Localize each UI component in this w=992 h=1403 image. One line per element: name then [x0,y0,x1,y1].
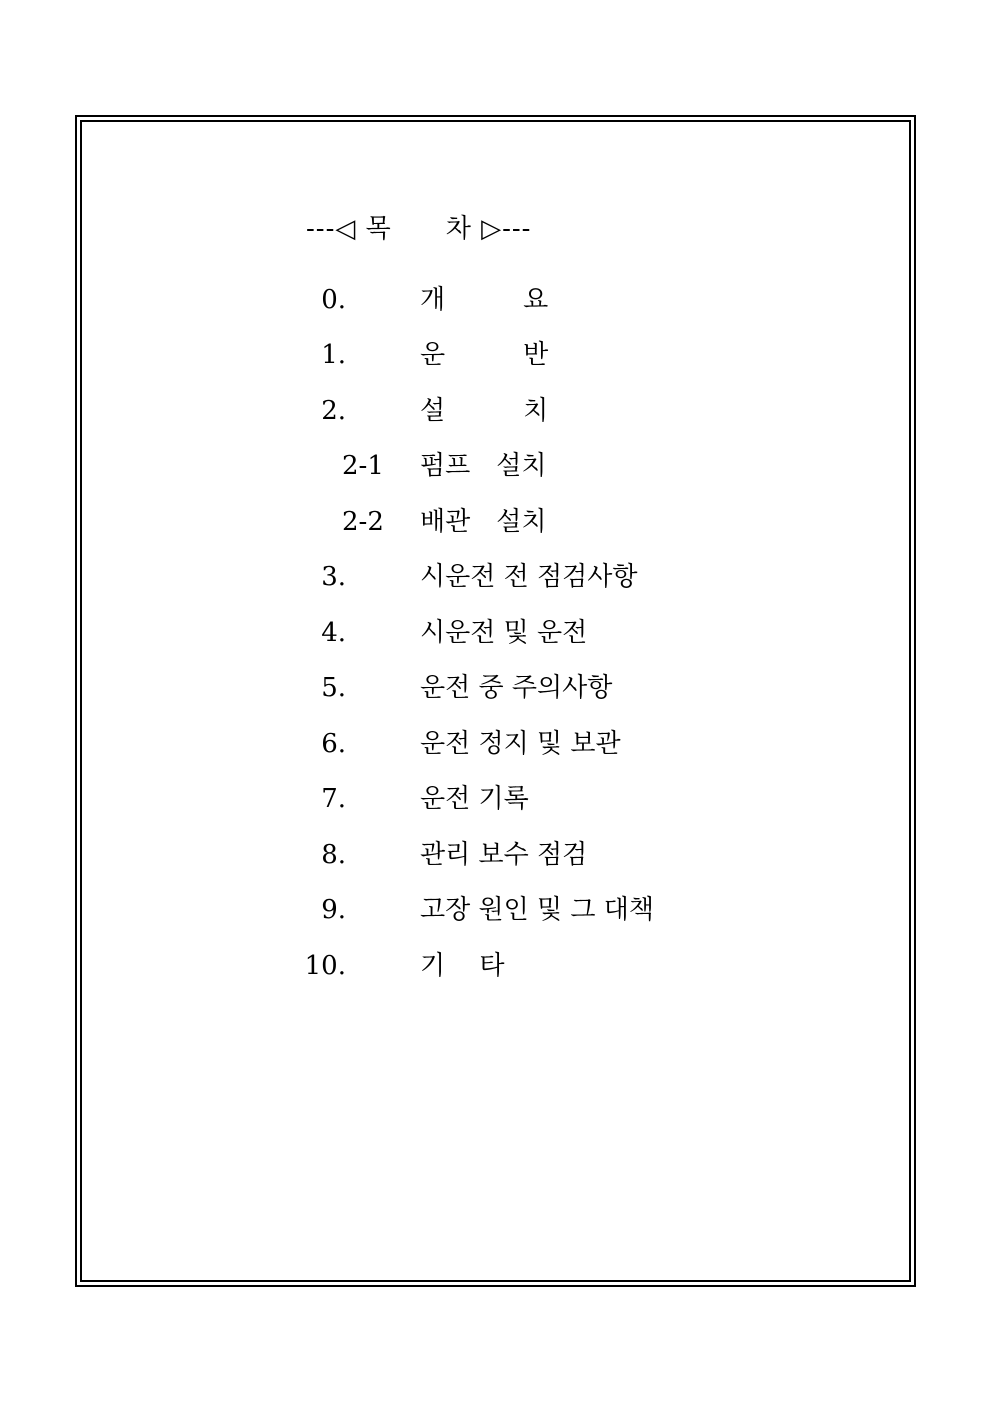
toc-item-label: 관리 보수 점검 [420,839,588,870]
toc-item-label: 기 타 [420,950,505,981]
toc-title: ---◁ 목 차 ▷--- [306,214,532,244]
toc-item [0,383,992,439]
toc-item-label: 배관 설치 [420,506,547,537]
toc-item [0,772,992,828]
toc-item-label: 펌프 설치 [420,451,547,482]
toc-item-label: 고장 원인 및 그 대책 [420,895,654,926]
toc-item [0,883,992,939]
toc-item-label: 운전 정지 및 보관 [420,728,621,759]
toc-item [0,439,992,495]
toc-item-number: 0. [321,284,346,315]
toc-list [0,272,992,994]
toc-item-number: 6. [321,728,346,759]
toc-item-label: 설 치 [420,395,549,426]
toc-item [0,938,992,994]
toc-item-label: 운전 기록 [420,784,529,815]
toc-item-number: 2. [321,395,346,426]
toc-item-number: 10. [304,950,346,981]
toc-item [0,827,992,883]
toc-item-number: 4. [321,617,346,648]
toc-item-label: 운 반 [420,340,549,371]
toc-item-number: 1. [321,340,346,371]
toc-item [0,605,992,661]
toc-item-number: 2-1 [342,451,384,482]
toc-item-number: 2-2 [342,506,384,537]
toc-item [0,272,992,328]
toc-item [0,494,992,550]
toc-item-number: 7. [321,784,346,815]
toc-item [0,550,992,606]
toc-item-number: 9. [321,895,346,926]
toc-item-label: 시운전 및 운전 [420,617,588,648]
toc-item-label: 개 요 [420,284,549,315]
toc-item [0,716,992,772]
toc-item-label: 시운전 전 점검사항 [420,562,638,593]
toc-item-number: 5. [321,673,346,704]
toc-item [0,328,992,384]
toc-item-number: 3. [321,562,346,593]
toc-item-number: 8. [321,839,346,870]
toc-item-label: 운전 중 주의사항 [420,673,613,704]
toc-item [0,661,992,717]
